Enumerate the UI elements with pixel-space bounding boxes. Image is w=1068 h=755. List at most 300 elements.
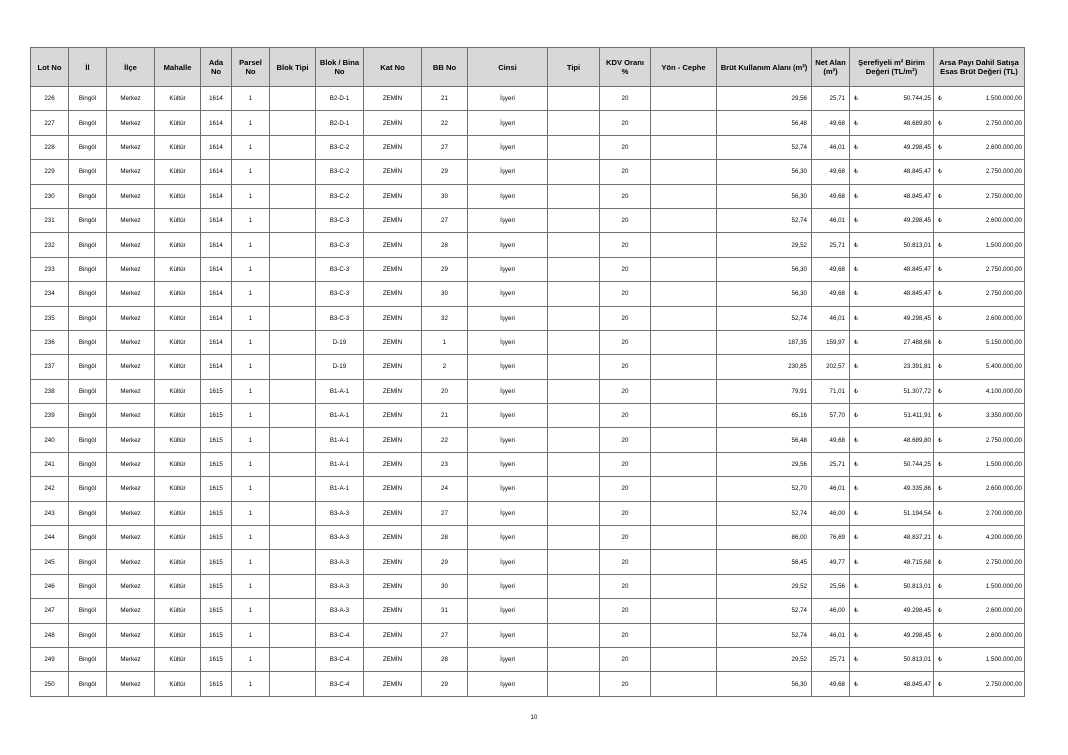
cell-kat-no: ZEMİN [364,574,422,598]
table-row [31,135,1025,159]
cell-kdv-orani: 20 [600,599,651,623]
table-row [31,111,1025,135]
cell-satis-degeri-value: 2.750.000,00 [985,168,1022,176]
lira-sign-icon: ₺ [854,217,858,225]
cell-bb-no: 22 [422,111,468,135]
cell-ada-no: 1615 [201,672,232,696]
lira-sign-icon: ₺ [938,290,942,298]
cell-blok-bina-no: B3-C-3 [316,208,364,232]
cell-ilce: Merkez [107,428,155,452]
cell-birim-deger-value: 48.845,47 [903,192,931,200]
cell-il: Bingöl [69,599,107,623]
cell-satis-degeri [934,306,1025,330]
cell-il: Bingöl [69,452,107,476]
cell-kdv-orani: 20 [600,208,651,232]
cell-lot-no: 235 [31,306,69,330]
cell-birim-deger-value: 27.488,66 [903,339,931,347]
cell-il: Bingöl [69,647,107,671]
cell-ada-no: 1614 [201,282,232,306]
cell-brut-alan: 52,74 [717,208,812,232]
cell-birim-deger [850,330,934,354]
cell-lot-no: 226 [31,87,69,111]
cell-satis-degeri-value: 2.600.000,00 [985,314,1022,322]
cell-satis-degeri-value: 1.500.000,00 [985,241,1022,249]
cell-kat-no: ZEMİN [364,257,422,281]
cell-lot-no: 233 [31,257,69,281]
header-birim-deger: Şerefiyeli m² Birim Değeri (TL/m²) [850,48,934,87]
cell-tipi [548,550,600,574]
cell-mahalle: Kültür [155,160,201,184]
cell-blok-tipi [270,355,316,379]
lira-sign-icon: ₺ [938,339,942,347]
cell-lot-no: 242 [31,477,69,501]
cell-ada-no: 1614 [201,208,232,232]
cell-kdv-orani: 20 [600,526,651,550]
cell-mahalle: Kültür [155,306,201,330]
lira-sign-icon: ₺ [854,265,858,273]
cell-il: Bingöl [69,550,107,574]
cell-bb-no: 21 [422,87,468,111]
cell-tipi [548,233,600,257]
cell-birim-deger [850,623,934,647]
cell-birim-deger [850,428,934,452]
cell-net-alan: 71,01 [812,379,850,403]
lira-sign-icon: ₺ [854,607,858,615]
cell-lot-no: 246 [31,574,69,598]
cell-ilce: Merkez [107,257,155,281]
header-brut-alan: Brüt Kullanım Alanı (m²) [717,48,812,87]
cell-cinsi: İşyeri [468,184,548,208]
cell-net-alan: 25,71 [812,233,850,257]
cell-satis-degeri-value: 2.750.000,00 [985,192,1022,200]
cell-tipi [548,574,600,598]
lot-table [30,47,1025,697]
lira-sign-icon: ₺ [854,241,858,249]
lira-sign-icon: ₺ [854,461,858,469]
cell-satis-degeri-value: 2.750.000,00 [985,680,1022,688]
cell-blok-tipi [270,599,316,623]
cell-lot-no: 231 [31,208,69,232]
cell-kat-no: ZEMİN [364,208,422,232]
cell-bb-no: 30 [422,574,468,598]
lira-sign-icon: ₺ [938,192,942,200]
cell-kdv-orani: 20 [600,379,651,403]
cell-birim-deger-value: 50.813,01 [903,583,931,590]
cell-blok-bina-no: D-19 [316,355,364,379]
cell-blok-tipi [270,184,316,208]
lira-sign-icon: ₺ [938,95,942,103]
cell-net-alan: 25,71 [812,87,850,111]
cell-yon-cephe [651,184,717,208]
table-row [31,574,1025,598]
cell-net-alan: 46,00 [812,501,850,525]
cell-parsel-no: 1 [232,452,270,476]
cell-mahalle: Kültür [155,355,201,379]
cell-mahalle: Kültür [155,477,201,501]
cell-il: Bingöl [69,111,107,135]
cell-yon-cephe [651,428,717,452]
lira-sign-icon: ₺ [854,192,858,200]
cell-cinsi: İşyeri [468,306,548,330]
lira-sign-icon: ₺ [938,558,942,566]
lira-sign-icon: ₺ [854,143,858,151]
cell-mahalle: Kültür [155,623,201,647]
cell-yon-cephe [651,379,717,403]
cell-kat-no: ZEMİN [364,599,422,623]
cell-blok-bina-no: B3-C-2 [316,184,364,208]
cell-kat-no: ZEMİN [364,501,422,525]
lira-sign-icon: ₺ [854,436,858,444]
cell-il: Bingöl [69,355,107,379]
cell-satis-degeri [934,428,1025,452]
cell-birim-deger-value: 48.845,47 [903,265,931,273]
cell-tipi [548,526,600,550]
cell-lot-no: 245 [31,550,69,574]
cell-cinsi: İşyeri [468,452,548,476]
cell-il: Bingöl [69,526,107,550]
cell-birim-deger-value: 48.689,80 [903,119,931,127]
table-row [31,428,1025,452]
table-row [31,599,1025,623]
cell-blok-bina-no: D-19 [316,330,364,354]
cell-lot-no: 227 [31,111,69,135]
cell-blok-bina-no: B3-C-3 [316,282,364,306]
lira-sign-icon: ₺ [854,509,858,517]
cell-satis-degeri [934,135,1025,159]
cell-tipi [548,208,600,232]
cell-birim-deger-value: 48.845,47 [903,168,931,176]
cell-net-alan: 49,68 [812,672,850,696]
cell-birim-deger [850,379,934,403]
cell-bb-no: 28 [422,233,468,257]
cell-satis-degeri-value: 1.500.000,00 [985,583,1022,590]
cell-yon-cephe [651,404,717,428]
cell-blok-tipi [270,574,316,598]
header-ada-no: Ada No [201,48,232,87]
cell-brut-alan: 52,74 [717,501,812,525]
cell-birim-deger-value: 49.298,45 [903,314,931,322]
cell-mahalle: Kültür [155,647,201,671]
cell-lot-no: 228 [31,135,69,159]
cell-parsel-no: 1 [232,379,270,403]
cell-blok-bina-no: B3-C-3 [316,306,364,330]
cell-bb-no: 27 [422,501,468,525]
table-row [31,355,1025,379]
cell-kdv-orani: 20 [600,87,651,111]
cell-parsel-no: 1 [232,428,270,452]
cell-birim-deger-value: 48.845,47 [903,290,931,298]
cell-net-alan: 25,56 [812,574,850,598]
header-yon-cephe: Yön - Cephe [651,48,717,87]
cell-bb-no: 29 [422,550,468,574]
cell-parsel-no: 1 [232,160,270,184]
cell-kdv-orani: 20 [600,477,651,501]
cell-blok-bina-no: B1-A-1 [316,477,364,501]
table-row [31,282,1025,306]
cell-mahalle: Kültür [155,526,201,550]
cell-lot-no: 229 [31,160,69,184]
cell-brut-alan: 52,70 [717,477,812,501]
table-row [31,160,1025,184]
cell-birim-deger [850,647,934,671]
table-row [31,501,1025,525]
cell-satis-degeri [934,526,1025,550]
cell-birim-deger-value: 51.411,91 [903,412,931,420]
cell-ilce: Merkez [107,647,155,671]
cell-blok-tipi [270,111,316,135]
cell-blok-tipi [270,647,316,671]
cell-mahalle: Kültür [155,208,201,232]
cell-satis-degeri [934,599,1025,623]
cell-tipi [548,452,600,476]
cell-satis-degeri-value: 2.600.000,00 [985,143,1022,151]
cell-il: Bingöl [69,257,107,281]
cell-kat-no: ZEMİN [364,550,422,574]
cell-blok-bina-no: B2-D-1 [316,87,364,111]
cell-ada-no: 1614 [201,233,232,257]
cell-ada-no: 1615 [201,428,232,452]
cell-ada-no: 1615 [201,599,232,623]
cell-bb-no: 28 [422,647,468,671]
cell-birim-deger-value: 51.307,72 [903,387,931,395]
cell-brut-alan: 56,30 [717,160,812,184]
table-row [31,330,1025,354]
cell-birim-deger-value: 50.813,01 [903,241,931,249]
lira-sign-icon: ₺ [938,314,942,322]
cell-brut-alan: 29,52 [717,574,812,598]
cell-ada-no: 1615 [201,501,232,525]
cell-yon-cephe [651,330,717,354]
lira-sign-icon: ₺ [938,119,942,127]
cell-il: Bingöl [69,160,107,184]
lira-sign-icon: ₺ [854,168,858,176]
cell-satis-degeri-value: 2.750.000,00 [985,290,1022,298]
header-ilce: İlçe [107,48,155,87]
cell-kat-no: ZEMİN [364,111,422,135]
cell-ilce: Merkez [107,111,155,135]
cell-il: Bingöl [69,672,107,696]
cell-lot-no: 247 [31,599,69,623]
cell-brut-alan: 56,30 [717,282,812,306]
cell-birim-deger-value: 49.298,45 [903,217,931,225]
cell-satis-degeri-value: 1.500.000,00 [985,656,1022,664]
cell-il: Bingöl [69,404,107,428]
lira-sign-icon: ₺ [938,583,942,590]
cell-blok-tipi [270,330,316,354]
cell-bb-no: 29 [422,160,468,184]
cell-il: Bingöl [69,477,107,501]
table-row [31,672,1025,696]
cell-parsel-no: 1 [232,574,270,598]
cell-brut-alan: 187,35 [717,330,812,354]
cell-tipi [548,306,600,330]
cell-il: Bingöl [69,623,107,647]
table-row [31,477,1025,501]
cell-ada-no: 1614 [201,257,232,281]
cell-yon-cephe [651,257,717,281]
cell-ilce: Merkez [107,599,155,623]
cell-il: Bingöl [69,282,107,306]
lira-sign-icon: ₺ [854,387,858,395]
cell-parsel-no: 1 [232,257,270,281]
cell-bb-no: 1 [422,330,468,354]
cell-bb-no: 28 [422,526,468,550]
cell-parsel-no: 1 [232,672,270,696]
cell-satis-degeri-value: 2.750.000,00 [985,119,1022,127]
cell-ilce: Merkez [107,208,155,232]
cell-cinsi: İşyeri [468,672,548,696]
cell-brut-alan: 56,30 [717,672,812,696]
cell-kdv-orani: 20 [600,623,651,647]
lira-sign-icon: ₺ [854,412,858,420]
cell-satis-degeri-value: 3.350.000,00 [985,412,1022,420]
lira-sign-icon: ₺ [938,143,942,151]
lira-sign-icon: ₺ [854,631,858,639]
cell-tipi [548,477,600,501]
cell-satis-degeri [934,672,1025,696]
header-blok-bina-no: Blok / Bina No [316,48,364,87]
lira-sign-icon: ₺ [938,631,942,639]
cell-satis-degeri-value: 1.500.000,00 [985,95,1022,103]
cell-tipi [548,111,600,135]
cell-birim-deger-value: 48.715,68 [903,558,931,566]
lira-sign-icon: ₺ [938,485,942,493]
cell-parsel-no: 1 [232,282,270,306]
cell-ada-no: 1615 [201,550,232,574]
cell-net-alan: 49,68 [812,160,850,184]
cell-blok-tipi [270,306,316,330]
cell-blok-tipi [270,87,316,111]
cell-tipi [548,501,600,525]
cell-ada-no: 1615 [201,526,232,550]
cell-bb-no: 23 [422,452,468,476]
cell-satis-degeri-value: 5.400.000,00 [985,363,1022,371]
cell-mahalle: Kültür [155,330,201,354]
cell-kat-no: ZEMİN [364,160,422,184]
table-row [31,257,1025,281]
cell-lot-no: 239 [31,404,69,428]
cell-mahalle: Kültür [155,452,201,476]
cell-bb-no: 27 [422,135,468,159]
cell-lot-no: 237 [31,355,69,379]
cell-satis-degeri [934,404,1025,428]
cell-satis-degeri [934,452,1025,476]
cell-blok-bina-no: B3-C-4 [316,647,364,671]
cell-yon-cephe [651,574,717,598]
cell-ada-no: 1615 [201,574,232,598]
cell-satis-degeri [934,574,1025,598]
cell-birim-deger-value: 50.744,25 [903,95,931,103]
cell-satis-degeri-value: 4.200.000,00 [985,534,1022,542]
cell-net-alan: 25,71 [812,452,850,476]
cell-net-alan: 49,68 [812,428,850,452]
cell-net-alan: 46,01 [812,135,850,159]
cell-il: Bingöl [69,87,107,111]
cell-satis-degeri [934,379,1025,403]
cell-lot-no: 238 [31,379,69,403]
cell-bb-no: 30 [422,184,468,208]
cell-lot-no: 230 [31,184,69,208]
cell-ilce: Merkez [107,404,155,428]
lira-sign-icon: ₺ [938,656,942,664]
cell-ilce: Merkez [107,477,155,501]
cell-parsel-no: 1 [232,623,270,647]
cell-mahalle: Kültür [155,550,201,574]
cell-ilce: Merkez [107,355,155,379]
cell-birim-deger [850,599,934,623]
cell-net-alan: 49,68 [812,282,850,306]
cell-brut-alan: 56,48 [717,428,812,452]
cell-lot-no: 250 [31,672,69,696]
cell-kat-no: ZEMİN [364,233,422,257]
cell-cinsi: İşyeri [468,208,548,232]
lira-sign-icon: ₺ [938,509,942,517]
cell-blok-bina-no: B2-D-1 [316,111,364,135]
cell-net-alan: 49,68 [812,111,850,135]
lira-sign-icon: ₺ [938,680,942,688]
header-blok-tipi: Blok Tipi [270,48,316,87]
cell-birim-deger [850,135,934,159]
cell-birim-deger-value: 50.813,01 [903,656,931,664]
cell-birim-deger [850,306,934,330]
cell-il: Bingöl [69,330,107,354]
cell-parsel-no: 1 [232,599,270,623]
cell-ilce: Merkez [107,306,155,330]
cell-tipi [548,282,600,306]
cell-cinsi: İşyeri [468,477,548,501]
lira-sign-icon: ₺ [938,363,942,371]
cell-yon-cephe [651,306,717,330]
cell-yon-cephe [651,355,717,379]
table-row [31,87,1025,111]
cell-ilce: Merkez [107,330,155,354]
table-row [31,647,1025,671]
cell-kdv-orani: 20 [600,355,651,379]
cell-ada-no: 1614 [201,306,232,330]
cell-lot-no: 232 [31,233,69,257]
lira-sign-icon: ₺ [938,607,942,615]
cell-net-alan: 57,70 [812,404,850,428]
table-row [31,623,1025,647]
cell-ilce: Merkez [107,672,155,696]
cell-il: Bingöl [69,135,107,159]
cell-birim-deger-value: 49.335,86 [903,485,931,493]
cell-il: Bingöl [69,574,107,598]
cell-bb-no: 27 [422,208,468,232]
cell-satis-degeri-value: 2.600.000,00 [985,485,1022,493]
lira-sign-icon: ₺ [854,656,858,664]
cell-parsel-no: 1 [232,184,270,208]
cell-birim-deger-value: 48.689,80 [903,436,931,444]
cell-tipi [548,135,600,159]
cell-bb-no: 2 [422,355,468,379]
cell-il: Bingöl [69,233,107,257]
lira-sign-icon: ₺ [854,314,858,322]
cell-ilce: Merkez [107,379,155,403]
header-cinsi: Cinsi [468,48,548,87]
cell-lot-no: 234 [31,282,69,306]
cell-blok-bina-no: B3-C-4 [316,672,364,696]
cell-tipi [548,404,600,428]
cell-il: Bingöl [69,379,107,403]
cell-blok-tipi [270,257,316,281]
cell-lot-no: 244 [31,526,69,550]
cell-birim-deger [850,111,934,135]
cell-lot-no: 236 [31,330,69,354]
lira-sign-icon: ₺ [938,412,942,420]
cell-satis-degeri [934,184,1025,208]
cell-parsel-no: 1 [232,404,270,428]
